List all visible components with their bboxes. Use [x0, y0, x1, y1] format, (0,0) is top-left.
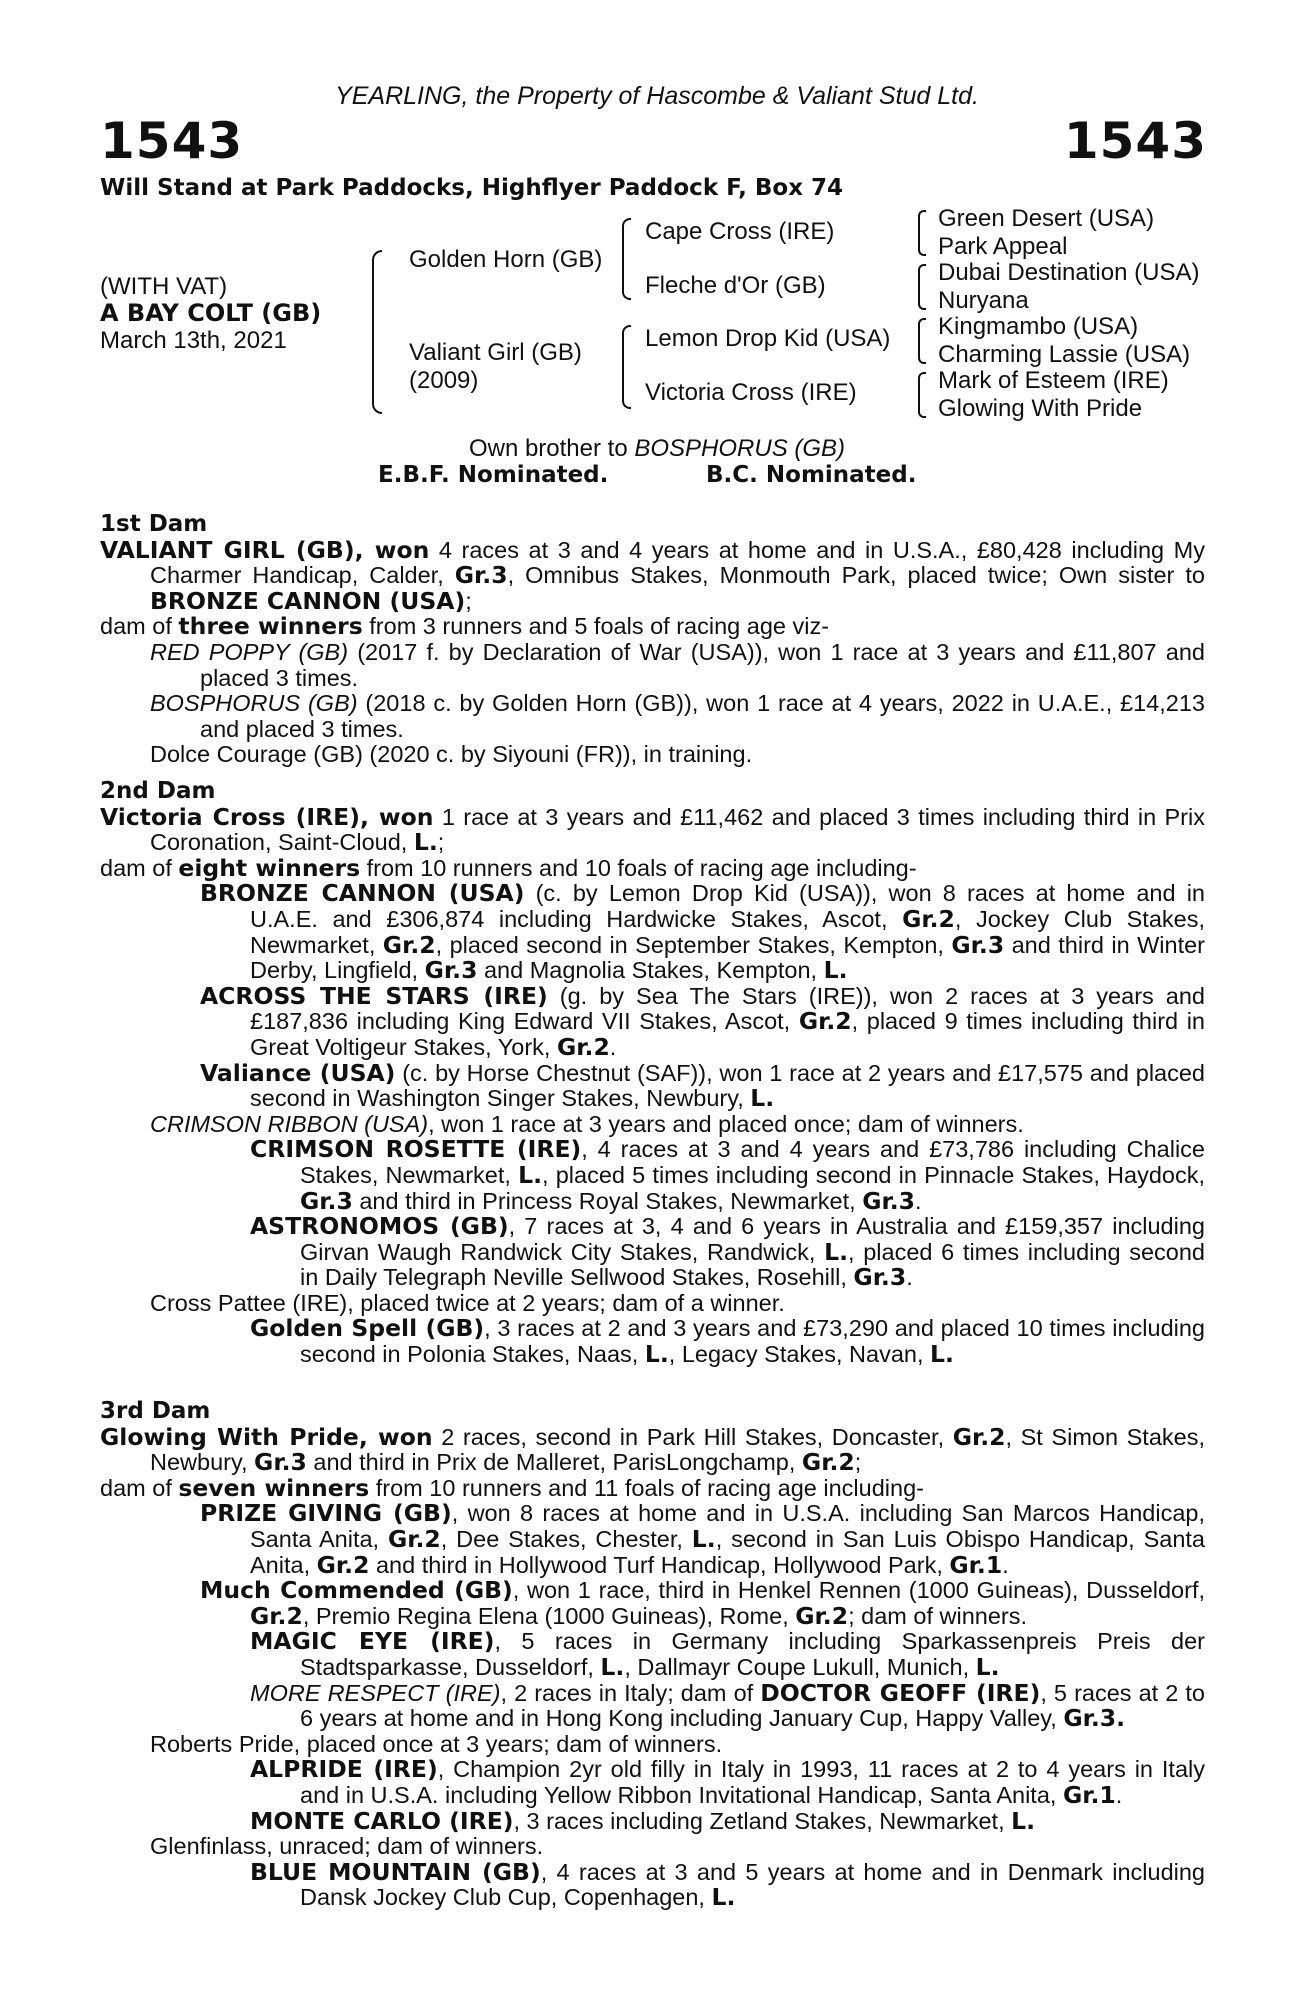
pedigree-gen3-8: Glowing With Pride: [938, 395, 1143, 422]
text: .: [915, 1187, 922, 1214]
pedigree-dam-dam: Victoria Cross (IRE): [645, 379, 857, 406]
produce-name: MAGIC EYE (IRE): [250, 1627, 495, 1656]
own-brother-name: BOSPHORUS (GB): [634, 435, 846, 462]
text: and third in Prix de Malleret, ParisLongchamp,: [306, 1449, 802, 1476]
grand-produce-entry: [100, 1678, 1205, 1733]
text: .: [906, 1264, 913, 1291]
text: and Magnolia Stakes, Kempton,: [477, 957, 824, 984]
grade: Gr.3.: [1063, 1704, 1126, 1733]
text: , Premio Regina Elena (1000 Guineas), Rome,: [302, 1602, 796, 1629]
produce-entry: [100, 1501, 1205, 1578]
grade: L.: [824, 1237, 848, 1266]
text: , won 1 race at 3 years and placed once; dam of winners.: [428, 1110, 1024, 1137]
produce-name: ACROSS THE STARS (IRE): [200, 981, 548, 1010]
own-brother-note: [0, 435, 1314, 463]
text: , Champion 2yr old filly in Italy in 1993, 11 races at 2 to 4 years in Italy and in U.S.A. including Yellow Ribbon Invitational Handicap, Santa Anita,: [300, 1756, 1205, 1808]
text: .: [1002, 1551, 1009, 1578]
text: , placed 6 times including second in Daily Telegraph Neville Sellwood Stakes, Rosehill,: [300, 1238, 1206, 1291]
pedigree-gen3-5: Kingmambo (USA): [938, 313, 1139, 340]
produce-name: BLUE MOUNTAIN (GB): [250, 1857, 541, 1886]
grade: Gr.3: [424, 956, 478, 985]
grade: Gr.2: [952, 1422, 1006, 1451]
produce-entry: [100, 1112, 1205, 1138]
winners-count: three winners: [178, 612, 363, 641]
text: .: [609, 1033, 617, 1060]
text: , placed second in September Stakes, Kempton,: [435, 931, 952, 958]
grade: Gr.2: [556, 1032, 610, 1061]
text: , 7 races at 3, 4 and 6 years in Australia and £159,357 including Girvan Waugh Randwick City Stakes, Randwick,: [300, 1213, 1205, 1265]
text: Glenfinlass, unraced; dam of winners.: [150, 1833, 544, 1860]
grade: L.: [711, 1883, 736, 1912]
pedigree-brace-main: [372, 250, 382, 414]
won-label: , won: [354, 535, 430, 564]
pedigree-brace-g3-4: [918, 372, 926, 418]
text: dam of: [100, 1474, 179, 1501]
grade: Gr.2: [795, 1601, 849, 1630]
third-dam-produce-summary: [100, 1473, 1205, 1502]
produce-name: DOCTOR GEOFF (IRE): [760, 1678, 1041, 1707]
produce-name: MORE RESPECT (IRE): [250, 1679, 501, 1706]
foaling-date: March 13th, 2021: [100, 327, 287, 354]
third-dam-name: Glowing With Pride: [100, 1422, 359, 1451]
produce-entry: [100, 1834, 1205, 1860]
won-label: , won: [359, 802, 434, 831]
pedigree-gen3-4: Nuryana: [938, 287, 1029, 314]
produce-name: Much Commended (GB): [200, 1576, 513, 1605]
text: and third in Hollywood Turf Handicap, Hollywood Park,: [369, 1551, 950, 1578]
produce-entry: [100, 742, 1205, 768]
text: , 5 races at 2 to 6 years at home and in Hong Kong including January Cup, Happy Valley,: [300, 1679, 1205, 1732]
text: , Dallmayr Coupe Lukull, Munich,: [624, 1653, 976, 1680]
bc-nominated: B.C. Nominated.: [706, 462, 917, 488]
text: from 10 runners and 10 foals of racing age including-: [360, 854, 917, 881]
text: Roberts Pride, placed once at 3 years; dam of winners.: [150, 1730, 723, 1757]
grade: Gr.2: [316, 1550, 370, 1579]
first-dam-produce-summary: [100, 614, 1205, 640]
text: and third in Princess Royal Stakes, Newmarket,: [352, 1187, 863, 1214]
produce-entry: [100, 691, 1205, 742]
text: dam of: [100, 854, 179, 881]
text: , Dee Stakes, Chester,: [440, 1525, 692, 1552]
grade: L.: [823, 956, 848, 985]
grade: L.: [1011, 1806, 1036, 1835]
first-dam-title: 1st Dam: [100, 511, 208, 537]
text: , St Simon Stakes, Newbury,: [150, 1423, 1205, 1476]
text: , 5 races in Germany including Sparkassenpreis Preis der Stadtsparkasse, Dusseldorf,: [300, 1628, 1205, 1680]
first-dam-record: [100, 535, 1206, 615]
produce-name: ASTRONOMOS (GB): [250, 1212, 509, 1241]
grand-produce-entry: [100, 1137, 1205, 1214]
relative-name: BRONZE CANNON (USA): [150, 586, 466, 615]
first-dam-section: [100, 512, 1205, 768]
grand-produce-entry: [100, 1857, 1205, 1912]
text: from 10 runners and 11 foals of racing age including-: [369, 1474, 924, 1501]
text: , placed 5 times including second in Pinnacle Stakes, Haydock,: [542, 1161, 1205, 1188]
grand-produce-entry: [100, 1214, 1205, 1291]
text: , 3 races at 2 and 3 years and £73,290 and placed 10 times including second in Polonia Stakes, Naas,: [300, 1315, 1205, 1368]
pedigree-brace-g3-3: [918, 318, 926, 364]
stand-location: Will Stand at Park Paddocks, Highflyer Paddock F, Box 74: [100, 175, 844, 201]
text: , 2 races in Italy; dam of: [500, 1679, 761, 1706]
grade: Gr.3: [862, 1186, 915, 1215]
text: ; dam of winners.: [848, 1602, 1028, 1629]
grade: L.: [750, 1084, 775, 1113]
produce-entry: [100, 981, 1205, 1061]
produce-entry: [100, 881, 1205, 983]
grade: L.: [930, 1340, 954, 1369]
third-dam-title: 3rd Dam: [100, 1398, 211, 1424]
second-dam-name: Victoria Cross (IRE): [100, 802, 360, 831]
grade: Gr.1: [949, 1550, 1003, 1579]
text: , Jockey Club Stakes, Newmarket,: [250, 905, 1205, 958]
produce-name: Valiance (USA): [200, 1058, 396, 1087]
second-dam-produce-summary: [100, 853, 1205, 882]
grade: L.: [644, 1340, 669, 1369]
lot-number-right: 1543: [1063, 112, 1207, 170]
text: 4 races at 3 and 4 years at home and in U.S.A., £80,428 including My Charmer Handicap, Calder,: [150, 536, 1206, 589]
text: 1 race at 3 years and £11,462 and placed 3 times including third in Prix Coronation, Saint-Cloud,: [150, 803, 1205, 856]
produce-name: MONTE CARLO (IRE): [250, 1806, 514, 1835]
text: , won 1 race, third in Henkel Rennen (1000 Guineas), Dusseldorf,: [512, 1577, 1206, 1604]
pedigree-sire-sire: Cape Cross (IRE): [645, 218, 835, 245]
grand-produce-entry: [100, 1757, 1205, 1808]
produce-entry: [100, 1732, 1205, 1758]
vat-note: (WITH VAT): [100, 273, 228, 300]
grade: Gr.2: [382, 930, 436, 959]
grade: L.: [518, 1160, 543, 1189]
text: , placed 9 times including third in Great Voltigeur Stakes, York,: [250, 1008, 1205, 1060]
text: from 3 runners and 5 foals of racing age viz-: [362, 613, 830, 640]
grade: Gr.3: [300, 1186, 353, 1215]
produce-entry: [100, 640, 1205, 691]
grade: L.: [975, 1652, 1000, 1681]
grade: Gr.3: [454, 561, 508, 590]
produce-name: RED POPPY (GB): [150, 638, 349, 665]
text: Cross Pattee (IRE), placed twice at 2 years; dam of a winner.: [150, 1289, 785, 1316]
grade: Gr.3: [254, 1448, 307, 1477]
text: (c. by Horse Chestnut (SAF)), won 1 race at 2 years and £17,575 and placed second in Washington Singer Stakes, Newbury,: [250, 1059, 1205, 1112]
pedigree-gen3-2: Park Appeal: [938, 233, 1068, 260]
second-dam-title: 2nd Dam: [100, 778, 216, 804]
text: 2 races, second in Park Hill Stakes, Doncaster,: [432, 1423, 953, 1450]
produce-entry: [100, 1578, 1205, 1629]
grade: Gr.1: [1062, 1780, 1116, 1809]
grade: Gr.2: [798, 1007, 852, 1036]
pedigree-sire: Golden Horn (GB): [409, 246, 603, 273]
pedigree-brace-g3-2: [918, 264, 926, 310]
text: (2017 f. by Declaration of War (USA)), won 1 race at 3 years and £11,807 and placed 3 times.: [200, 638, 1205, 691]
grade: Gr.3: [853, 1263, 907, 1292]
produce-name: CRIMSON ROSETTE (IRE): [250, 1135, 582, 1164]
grade: Gr.2: [801, 1448, 855, 1477]
lot-number-left: 1543: [100, 112, 244, 170]
text: ;: [465, 587, 472, 614]
third-dam-section: [100, 1399, 1205, 1911]
text: , Legacy Stakes, Navan,: [668, 1341, 931, 1368]
pedigree-brace-sire: [622, 218, 631, 300]
produce-name: ALPRIDE (IRE): [250, 1755, 438, 1784]
won-label: , won: [358, 1422, 433, 1451]
text: , won 8 races at home and in U.S.A. including San Marcos Handicap, Santa Anita,: [250, 1500, 1205, 1552]
grade: Gr.2: [387, 1524, 441, 1553]
text: and third in Winter Derby, Lingfield,: [250, 931, 1206, 984]
text: (g. by Sea The Stars (IRE)), won 2 races at 3 years and £187,836 including King Edward VII Stakes, Ascot,: [250, 982, 1205, 1035]
pedigree-dam-sire: Lemon Drop Kid (USA): [645, 325, 891, 352]
pedigree-dam-year: (2009): [409, 367, 479, 394]
second-dam-record: [100, 802, 1205, 857]
produce-name: PRIZE GIVING (GB): [200, 1499, 452, 1528]
pedigree-gen3-7: Mark of Esteem (IRE): [938, 367, 1169, 394]
text: , 4 races at 3 and 5 years at home and in Denmark including Dansk Jockey Club Cup, Copenhagen,: [300, 1858, 1205, 1911]
grade: Gr.3: [951, 930, 1005, 959]
grand-produce-entry: [100, 1806, 1205, 1835]
third-dam-record: [100, 1422, 1205, 1477]
produce-name: Golden Spell (GB): [250, 1314, 485, 1343]
owner-line: YEARLING, the Property of Hascombe & Valiant Stud Ltd.: [335, 82, 979, 110]
text: , 3 races including Zetland Stakes, Newmarket,: [513, 1807, 1012, 1834]
produce-name: BOSPHORUS (GB): [150, 690, 358, 717]
pedigree-sire-dam: Fleche d'Or (GB): [645, 272, 826, 299]
own-brother-prefix: Own brother to: [468, 435, 635, 462]
text: .: [1115, 1781, 1123, 1808]
grade: Gr.2: [250, 1601, 303, 1630]
pedigree-brace-dam: [622, 325, 631, 409]
pedigree-gen3-3: Dubai Destination (USA): [938, 259, 1200, 286]
grade: Gr.2: [902, 904, 955, 933]
grand-produce-entry: [100, 1629, 1205, 1680]
text: dam of: [100, 613, 179, 640]
text: (2018 c. by Golden Horn (GB)), won 1 race at 4 years, 2022 in U.A.E., £14,213 and placed 3 times.: [200, 690, 1205, 742]
text: (c. by Lemon Drop Kid (USA)), won 8 races at home and in U.A.E. and £306,874 including Hardwicke Stakes, Ascot,: [250, 880, 1205, 932]
grade: L.: [413, 828, 438, 857]
pedigree-gen3-6: Charming Lassie (USA): [938, 341, 1191, 368]
pedigree-dam: Valiant Girl (GB): [409, 339, 582, 366]
ebf-nominated: E.B.F. Nominated.: [378, 462, 609, 488]
text: ;: [437, 829, 445, 856]
text: Dolce Courage (GB) (2020 c. by Siyouni (FR)), in training.: [150, 741, 753, 768]
text: ;: [854, 1449, 862, 1476]
text: , 4 races at 3 and 4 years and £73,786 including Chalice Stakes, Newmarket,: [300, 1136, 1205, 1188]
pedigree-brace-g3-1: [918, 210, 926, 256]
text: , second in San Luis Obispo Handicap, Santa Anita,: [250, 1525, 1205, 1578]
grade: L.: [691, 1524, 716, 1553]
produce-entry: [100, 1291, 1205, 1317]
text: , Omnibus Stakes, Monmouth Park, placed twice; Own sister to: [507, 562, 1205, 589]
pedigree-gen3-1: Green Desert (USA): [938, 205, 1155, 232]
horse-name: A BAY COLT (GB): [100, 299, 322, 327]
grand-produce-entry: [100, 1316, 1205, 1367]
produce-entry: [100, 1058, 1205, 1113]
first-dam-name: VALIANT GIRL (GB): [100, 535, 355, 564]
produce-name: CRIMSON RIBBON (USA): [150, 1110, 429, 1137]
grade: L.: [600, 1652, 625, 1681]
produce-name: BRONZE CANNON (USA): [200, 879, 525, 908]
second-dam-section: [100, 779, 1205, 1368]
winners-count: eight winners: [178, 853, 361, 882]
winners-count: seven winners: [178, 1473, 370, 1502]
